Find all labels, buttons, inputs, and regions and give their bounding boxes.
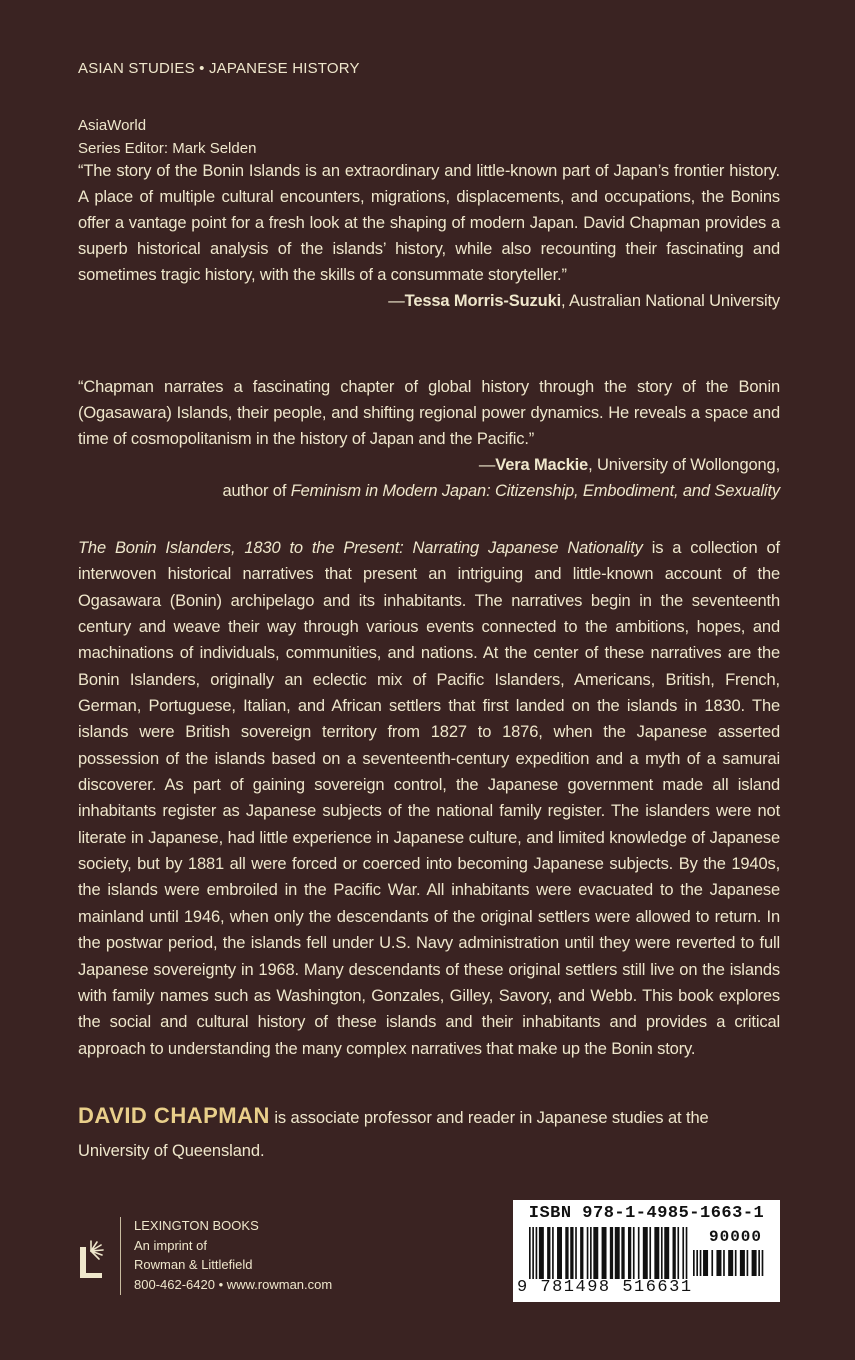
barcode-bar	[615, 1227, 620, 1279]
barcode-bar	[762, 1250, 764, 1276]
barcode-bar	[610, 1227, 613, 1279]
barcode-bar	[700, 1250, 702, 1276]
publisher-contact: 800-462-6420 • www.rowman.com	[134, 1276, 333, 1292]
barcode-bar	[565, 1227, 568, 1279]
barcode-bar	[643, 1227, 648, 1279]
endorsement-2	[78, 374, 780, 504]
category-label: ASIAN STUDIES • JAPANESE HISTORY	[78, 60, 360, 77]
publisher-imprint-label: An imprint of	[134, 1237, 207, 1253]
endorser-affiliation: , University of Wollongong,	[588, 456, 780, 474]
lexington-sun-icon	[78, 1239, 104, 1279]
series-info	[78, 114, 780, 160]
barcode-bar	[580, 1227, 583, 1279]
barcode-bar	[693, 1250, 695, 1276]
barcode-bar	[740, 1250, 745, 1276]
endorser-affiliation: , Australian National University	[561, 292, 780, 310]
barcode-bar	[747, 1250, 749, 1276]
endorser-book-prefix: author of	[222, 482, 291, 500]
endorsement-text: “The story of the Bonin Islands is an extraordinary and little-known part of Japan’s frontier history. A place of multiple cultural encounters, migrations, displacements, and occupations, the Bonins offer a vantage point for a fresh look at the shaping of modern Japan. David Chapman provides a superb historical analysis of the islands’ history, while also recounting their fascinating and sometimes tragic history, with the skills of a consummate storyteller.”	[78, 162, 780, 284]
barcode-bar	[552, 1227, 554, 1279]
barcode-bar	[677, 1227, 679, 1279]
barcode-bar	[532, 1227, 534, 1279]
endorser-name: Tessa Morris-Suzuki	[404, 292, 562, 310]
barcode-bar	[735, 1250, 737, 1276]
ean-bars	[529, 1227, 689, 1279]
barcode-bar	[661, 1227, 663, 1279]
barcode-bar	[752, 1250, 757, 1276]
barcode-bar	[633, 1227, 635, 1279]
author-name: DAVID CHAPMAN	[78, 1103, 270, 1128]
isbn-number: ISBN 978-1-4985-1663-1	[528, 1204, 765, 1223]
endorsement-1	[78, 158, 780, 314]
barcode-bar	[587, 1227, 589, 1279]
barcode-bar	[557, 1227, 562, 1279]
book-title: The Bonin Islanders, 1830 to the Present: Narrating Japanese Nationality	[78, 539, 643, 557]
barcode-bar	[654, 1227, 659, 1279]
barcode-bar	[575, 1227, 577, 1279]
barcode-bar	[638, 1227, 640, 1279]
price-bars	[693, 1250, 765, 1276]
barcode-bar	[728, 1250, 733, 1276]
attribution-dash: —	[388, 292, 405, 310]
barcode-bar	[723, 1250, 725, 1276]
endorsement-text: “Chapman narrates a fascinating chapter of global history through the story of the Bonin (Ogasawara) Islands, their people, and shifting regional power dynamics. He reveals a space and time of cosmopolitanism in the history of Japan and the Pacific.”	[78, 378, 780, 448]
barcode-bar	[590, 1227, 592, 1279]
description-body: is a collection of interwoven historical narratives that present an intriguing and little-known account of the Ogasawara (Bonin) archipelago and its inhabitants. The narratives begin in the seventeenth century and weave their way through various events connected to the ambitions, hopes, and machinations of individuals, communities, and nations. At the center of these narratives are the Bonin Islanders, originally an eclectic mix of Pacific Islanders, Americans, British, French, German, Portuguese, Italian, and African settlers that first landed on the islands in 1830. The islands were British sovereign territory from 1827 to 1876, when the Japanese asserted possession of the islands based on a seventeenth-century expedition and a myth of a samurai discoverer. As part of gaining sovereign control, the Japanese government made all island inhabitants register as Japanese subjects of the national family register. The islanders were not literate in Japanese, had little experience in Japanese culture, and limited knowledge of Japanese society, but by 1881 all were forced or coerced into becoming Japanese subjects. By the 1940s, the islands were embroiled in the Pacific War. All inhabitants were evacuated to the Japanese mainland until 1946, when only the descendants of the original settlers were allowed to return. In the postwar period, the islands fell under U.S. Navy administration until they were reverted to full Japanese sovereignty in 1968. Many descendants of these original settlers still live on the islands with family names such as Washington, Gonzales, Gilley, Savory, and Webb. This book explores the social and cultural history of these islands and their inhabitants and provides a critical approach to understanding the many complex narratives that make up the Bonin story.	[78, 539, 780, 1058]
barcode-bar	[621, 1227, 624, 1279]
endorser-book	[78, 478, 780, 504]
publisher-parent: Rowman & Littlefield	[134, 1257, 253, 1272]
barcode-bar	[673, 1227, 676, 1279]
publisher-text	[134, 1216, 332, 1294]
series-editor: Series Editor: Mark Selden	[78, 140, 257, 157]
ean-number: 9 781498 516631	[517, 1278, 693, 1297]
publisher-divider	[120, 1217, 121, 1295]
barcode-bar	[649, 1227, 651, 1279]
barcode-bar	[696, 1250, 698, 1276]
series-name: AsiaWorld	[78, 117, 147, 134]
attribution-dash: —	[478, 456, 496, 474]
barcode-bar	[711, 1250, 713, 1276]
book-description	[78, 535, 780, 1062]
publisher-name: LEXINGTON BOOKS	[134, 1218, 259, 1233]
endorsement-attribution	[78, 452, 780, 478]
endorser-book-title: Feminism in Modern Japan: Citizenship, Embodiment, and Sexuality	[290, 482, 780, 500]
barcode-bar	[758, 1250, 760, 1276]
author-bio-text: is associate professor and reader in Japanese studies at the University of Queensland.	[78, 1109, 709, 1160]
barcode-bar	[547, 1227, 550, 1279]
endorsement-attribution	[78, 288, 780, 314]
barcode-bar	[686, 1227, 688, 1279]
barcode-bar	[682, 1227, 684, 1279]
barcode-bar	[664, 1227, 669, 1279]
barcode-bar	[570, 1227, 573, 1279]
barcode-bar	[529, 1227, 531, 1279]
barcode-bar	[628, 1227, 631, 1279]
publisher-imprint	[78, 1215, 378, 1305]
isbn-barcode	[513, 1200, 780, 1302]
barcode-bar	[536, 1227, 538, 1279]
barcode-bar	[539, 1227, 544, 1279]
barcode-bar	[602, 1227, 607, 1279]
endorser-name: Vera Mackie	[495, 456, 589, 474]
barcode-bar	[703, 1250, 708, 1276]
price-code: 90000	[709, 1228, 763, 1246]
barcode-bar	[716, 1250, 721, 1276]
barcode-bar	[593, 1227, 598, 1279]
author-bio	[78, 1099, 780, 1168]
